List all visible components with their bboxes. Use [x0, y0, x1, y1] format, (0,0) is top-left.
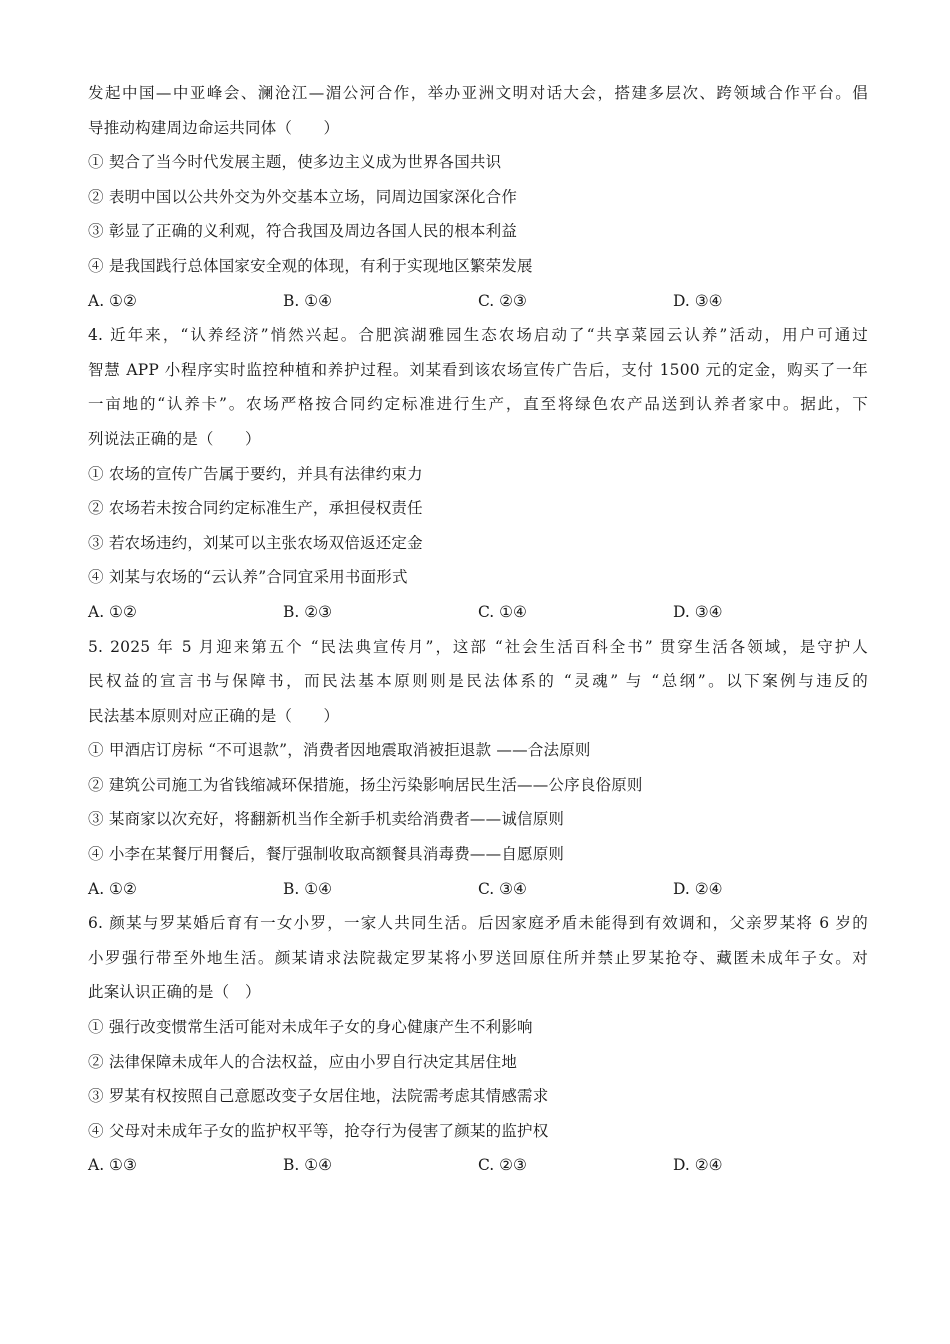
question-stem-line: 此案认识正确的是（ ）: [88, 983, 261, 1002]
question-stem-line: 民权益的宣言书与保障书，而民法基本原则则是民法体系的 “灵魂” 与 “总纲”。以下案例与违反的: [88, 672, 868, 691]
question-stem-line: 导推动构建周边命运共同体（ ）: [88, 118, 340, 137]
option-c[interactable]: C. ①④: [478, 602, 527, 621]
option-b[interactable]: B. ①④: [283, 291, 333, 310]
statement-1: ① 强行改变惯常生活可能对未成年子女的身心健康产生不利影响: [88, 1018, 533, 1037]
answer-options: [88, 595, 868, 630]
document-page: [88, 76, 868, 1183]
question-3: [88, 76, 868, 318]
option-c[interactable]: C. ③④: [478, 879, 527, 898]
statement-3: ③ 若农场违约，刘某可以主张农场双倍返还定金: [88, 533, 423, 552]
question-4: [88, 318, 868, 629]
option-c[interactable]: C. ②③: [478, 1156, 527, 1175]
question-stem-line: 5. 2025 年 5 月迎来第五个 “民法典宣传月”，这部 “社会生活百科全书” 贯穿生活各领域，是守护人: [88, 637, 868, 656]
statement-3: ③ 罗某有权按照自己意愿改变子女居住地，法院需考虑其情感需求: [88, 1087, 549, 1106]
question-stem-line: 发起中国—中亚峰会、澜沧江—湄公河合作，举办亚洲文明对话大会，搭建多层次、跨领域合作平台。倡: [88, 84, 868, 102]
question-stem-line: 4. 近年来，“认养经济”悄然兴起。合肥滨湖雅园生态农场启动了“共享菜园云认养”活动，用户可通过: [88, 326, 868, 345]
statement-2: ② 建筑公司施工为省钱缩减环保措施，扬尘污染影响居民生活——公序良俗原则: [88, 775, 643, 794]
question-6: [88, 906, 868, 1183]
statement-2: ② 表明中国以公共外交为外交基本立场，同周边国家深化合作: [88, 187, 518, 206]
statement-2: ② 农场若未按合同约定标准生产，承担侵权责任: [88, 499, 423, 518]
statement-1: ① 农场的宣传广告属于要约，并具有法律约束力: [88, 464, 423, 483]
question-stem-line: 一亩地的“认养卡”。农场严格按合同约定标准进行生产，直至将绿色农产品送到认养者家中。据此，下: [88, 395, 868, 414]
option-d[interactable]: D. ②④: [673, 879, 723, 898]
option-c[interactable]: C. ②③: [478, 291, 527, 310]
option-a[interactable]: A. ①②: [88, 879, 137, 898]
option-a[interactable]: A. ①②: [88, 291, 137, 310]
option-d[interactable]: D. ③④: [673, 602, 723, 621]
statement-4: ④ 小李在某餐厅用餐后，餐厅强制收取高额餐具消毒费——自愿原则: [88, 845, 565, 864]
statement-4: ④ 刘某与农场的“云认养”合同宜采用书面形式: [88, 568, 408, 587]
statement-1: ① 甲酒店订房标 “不可退款”，消费者因地震取消被拒退款 ——合法原则: [88, 741, 591, 760]
option-a[interactable]: A. ①②: [88, 602, 137, 621]
statement-3: ③ 彰显了正确的义利观，符合我国及周边各国人民的根本利益: [88, 222, 518, 241]
statement-4: ④ 是我国践行总体国家安全观的体现，有利于实现地区繁荣发展: [88, 256, 533, 275]
question-stem-line: 小罗强行带至外地生活。颜某请求法院裁定罗某将小罗送回原住所并禁止罗某抢夺、藏匿未成年子女。对: [88, 948, 868, 967]
question-stem-line: 民法基本原则对应正确的是（ ）: [88, 706, 340, 725]
answer-options: [88, 872, 868, 907]
question-5: [88, 630, 868, 907]
question-stem-line: 智慧 APP 小程序实时监控种植和养护过程。刘某看到该农场宣传广告后，支付 1500 元的定金，购买了一年: [88, 360, 868, 379]
statement-2: ② 法律保障未成年人的合法权益，应由小罗自行决定其居住地: [88, 1052, 518, 1071]
option-d[interactable]: D. ③④: [673, 291, 723, 310]
option-b[interactable]: B. ①④: [283, 879, 333, 898]
answer-options: [88, 1148, 868, 1183]
question-stem-line: 6. 颜某与罗某婚后育有一女小罗，一家人共同生活。后因家庭矛盾未能得到有效调和，父亲罗某将 6 岁的: [88, 914, 868, 933]
question-stem-line: 列说法正确的是（ ）: [88, 429, 261, 448]
option-a[interactable]: A. ①③: [88, 1156, 137, 1175]
option-d[interactable]: D. ②④: [673, 1156, 723, 1175]
option-b[interactable]: B. ②③: [283, 602, 333, 621]
option-b[interactable]: B. ①④: [283, 1156, 333, 1175]
statement-3: ③ 某商家以次充好，将翻新机当作全新手机卖给消费者——诚信原则: [88, 810, 565, 829]
answer-options: [88, 284, 868, 319]
statement-4: ④ 父母对未成年子女的监护权平等，抢夺行为侵害了颜某的监护权: [88, 1121, 549, 1140]
statement-1: ① 契合了当今时代发展主题，使多边主义成为世界各国共识: [88, 153, 502, 172]
